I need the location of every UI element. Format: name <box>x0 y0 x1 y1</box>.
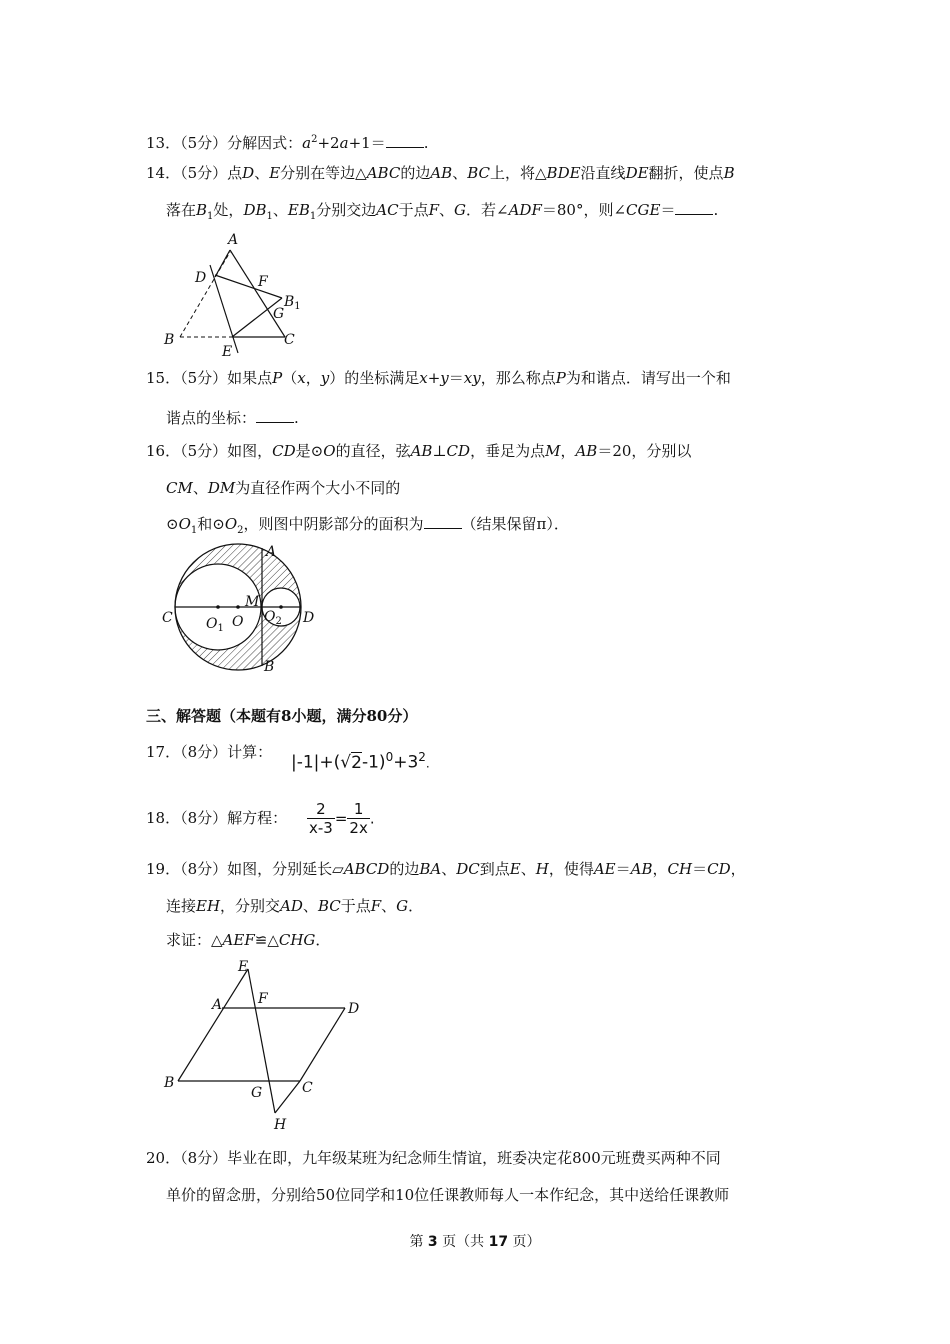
question-19-line-1: 19．（8分）如图，分别延长▱ABCD的边BA、DC到点E、H，使得AE＝AB，CH＝CD， <box>146 860 746 878</box>
question-13: 13．（5分）分解因式：$a^2+2a+1=$ . <box>146 134 429 152</box>
q18-equation: $\frac{2}{x-3}$ = $\frac{1}{2x}$ . <box>309 800 375 837</box>
answer-blank <box>424 514 462 529</box>
answer-blank <box>675 200 713 215</box>
question-18: 18．（8分）解方程： <box>146 809 288 827</box>
page-total: 17 <box>488 1234 509 1250</box>
question-score: （8分） <box>180 743 228 761</box>
question-20-line-1: 20．（8分）毕业在即，九年级某班为纪念师生情谊，班委决定花800元班费买两种不同 <box>146 1149 721 1167</box>
parallelogram-figure <box>160 955 370 1135</box>
question-score: （5分） <box>180 369 228 387</box>
answer-blank <box>256 408 294 423</box>
label-e: E <box>238 959 249 975</box>
label-a: A <box>212 997 223 1013</box>
question-number: 15． <box>146 369 181 387</box>
triangle-fold-figure <box>160 230 310 360</box>
circle-shading-figure <box>160 540 320 675</box>
label-c: C <box>284 332 295 348</box>
page-number: 3 <box>427 1234 438 1250</box>
question-17: 17．（8分）计算： <box>146 743 273 761</box>
segment-ad <box>215 250 230 277</box>
segment-ch <box>275 1081 300 1113</box>
question-16-line-2: CM、DM为直径作两个大小不同的 <box>166 479 401 497</box>
question-14-line-1: 14．（5分）点D、E分别在等边△ABC的边AB、BC上，将△BDE沿直线DE翻折，使点B <box>146 164 735 182</box>
question-15-line-2: 谐点的坐标： . <box>166 409 299 427</box>
question-16-line-3: $⊙O_1$和$⊙O_2$，则图中阴影部分的面积为 （结果保留π）． <box>166 515 569 536</box>
label-f: F <box>258 274 268 290</box>
line-be <box>178 969 248 1081</box>
segment-ac <box>230 250 285 337</box>
fraction-right: $\frac{1}{2x}$ <box>349 800 368 837</box>
segment-bd <box>180 252 230 337</box>
question-number: 17． <box>146 743 181 761</box>
label-c: C <box>302 1080 313 1096</box>
question-14-line-2: 落在$B_1$处，$DB_1$、$EB_1$分别交边AC于点F、G．若∠ADF＝80°，则∠CGE＝ . <box>166 201 719 222</box>
label-a: A <box>228 232 239 248</box>
label-d: D <box>348 1001 360 1017</box>
question-15-line-1: 15．（5分）如果点P（x，y）的坐标满足x+y＝xy，那么称点P为和谐点．请写出一个和 <box>146 369 731 387</box>
label-b: B <box>164 1075 175 1091</box>
question-number: 20． <box>146 1149 181 1167</box>
label-a: A <box>266 544 277 560</box>
question-score: （8分） <box>180 809 228 827</box>
question-score: （5分） <box>180 442 228 460</box>
label-o2: $O_2$ <box>264 609 282 627</box>
question-20-line-2: 单价的留念册，分别给50位同学和10位任课教师每人一本作纪念，其中送给任课教师 <box>166 1186 730 1204</box>
question-number: 14． <box>146 164 181 182</box>
label-g: G <box>251 1085 263 1101</box>
question-score: （5分） <box>180 134 228 152</box>
label-b: B <box>164 332 175 348</box>
label-f: F <box>258 991 268 1007</box>
question-number: 16． <box>146 442 181 460</box>
label-g: G <box>273 306 285 322</box>
label-d: D <box>195 270 207 286</box>
section-heading: 三、解答题（本题有8小题，满分80分） <box>146 707 418 725</box>
question-score: （8分） <box>180 1149 228 1167</box>
fraction-left: $\frac{2}{x-3}$ <box>309 800 333 837</box>
label-c: C <box>162 610 173 626</box>
label-b1: $B_1$ <box>284 294 301 312</box>
question-score: （8分） <box>180 860 228 878</box>
label-b: B <box>264 659 275 675</box>
label-o1: $O_1$ <box>206 616 224 634</box>
question-16-line-1: 16．（5分）如图，CD是⊙O的直径，弦AB⊥CD，垂足为点M，AB＝20，分别以 <box>146 442 692 460</box>
label-o: O <box>232 614 244 630</box>
question-number: 18． <box>146 809 181 827</box>
question-score: （5分） <box>180 164 228 182</box>
q17-expression: $|-1|+(√2-1)^0+3^2$. <box>291 750 430 773</box>
question-number: 13． <box>146 134 181 152</box>
side-dc <box>300 1008 345 1081</box>
question-19-line-3: 求证：△AEF≌△CHG． <box>166 931 331 949</box>
label-d: D <box>303 610 315 626</box>
label-m: M <box>245 594 260 610</box>
question-19-line-2: 连接EH，分别交AD、BC于点F、G． <box>166 897 424 915</box>
question-number: 19． <box>146 860 181 878</box>
answer-blank <box>386 133 424 148</box>
label-e: E <box>222 344 233 360</box>
page-footer: 第 3 页（共 17 页） <box>409 1234 541 1250</box>
label-h: H <box>274 1117 287 1133</box>
